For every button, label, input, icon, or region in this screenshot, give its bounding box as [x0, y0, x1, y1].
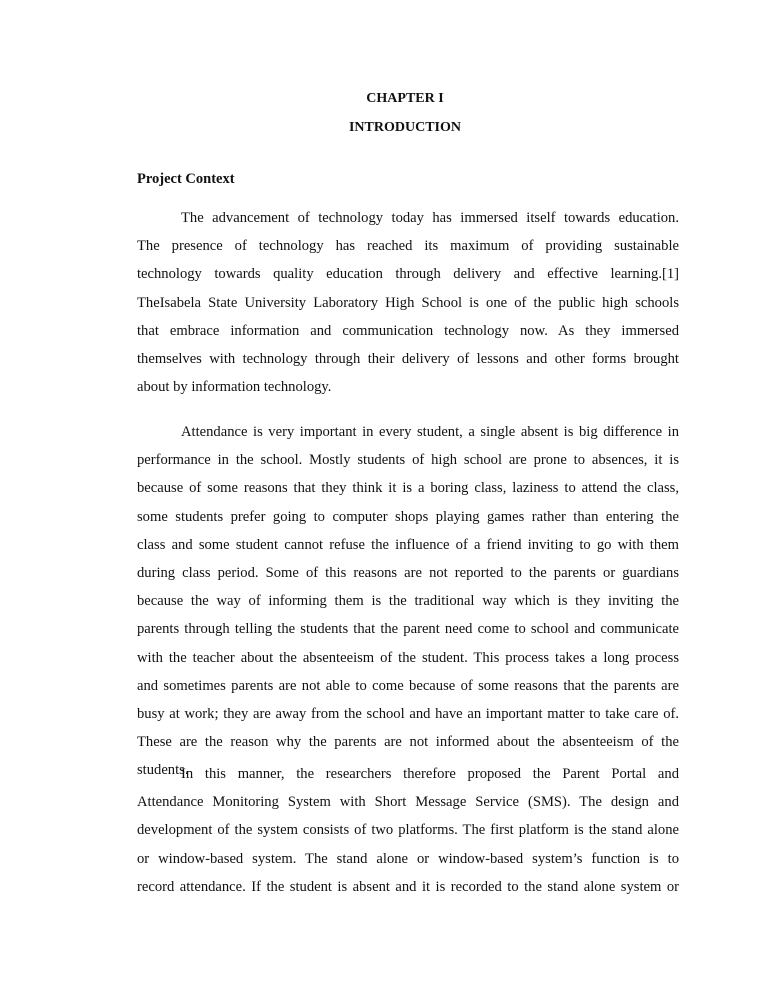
text-line: some students prefer going to computer shops playing games rather than entering the: [137, 508, 679, 525]
text-line: TheIsabela State University Laboratory High School is one of the public high schools: [137, 294, 679, 311]
text-line: because the way of informing them is the traditional way which is they inviting the: [137, 593, 679, 610]
text-line: or window-based system. The stand alone or window-based system’s function is to: [137, 850, 679, 867]
paragraph-3: [137, 760, 679, 901]
text-line: class and some student cannot refuse the influence of a friend inviting to go with them: [137, 536, 679, 553]
paragraph-2: [137, 418, 679, 784]
text-line: with the teacher about the absenteeism of the student. This process takes a long process: [137, 649, 679, 666]
text-line: because of some reasons that they think it is a boring class, laziness to attend the class,: [137, 480, 679, 497]
text-line: that embrace information and communication technology now. As they immersed: [137, 322, 679, 339]
text-line: In this manner, the researchers therefore proposed the Parent Portal and: [181, 766, 679, 782]
paragraph-1: [137, 204, 679, 401]
section-heading: Project Context: [137, 171, 235, 187]
text-line: and sometimes parents are not able to come because of some reasons that the parents are: [137, 677, 679, 694]
text-line: The presence of technology has reached its maximum of providing sustainable: [137, 238, 679, 255]
text-line: during class period. Some of this reasons are not reported to the parents or guardians: [137, 564, 679, 581]
text-line: record attendance. If the student is absent and it is recorded to the stand alone system or: [137, 878, 679, 895]
text-line: These are the reason why the parents are not informed about the absenteeism of the: [137, 734, 679, 751]
text-line: themselves with technology through their delivery of lessons and other forms brought: [137, 350, 679, 367]
text-line: about by information technology.: [137, 379, 332, 396]
text-line: busy at work; they are away from the school and have an important matter to take care of.: [137, 705, 679, 722]
text-line: The advancement of technology today has immersed itself towards education.: [181, 210, 679, 226]
text-line: Attendance Monitoring System with Short Message Service (SMS). The design and: [137, 794, 679, 811]
text-line: technology towards quality education through delivery and effective learning.[1]: [137, 266, 679, 283]
text-line: development of the system consists of two platforms. The first platform is the stand alone: [137, 822, 679, 839]
text-line: Attendance is very important in every student, a single absent is big difference in: [181, 424, 679, 440]
text-line: students.: [137, 762, 189, 779]
text-line: performance in the school. Mostly students of high school are prone to absences, it is: [137, 452, 679, 469]
text-line: parents through telling the students that the parent need come to school and communicate: [137, 621, 679, 638]
chapter-title: INTRODUCTION: [348, 120, 461, 135]
chapter-label: CHAPTER I: [366, 91, 444, 106]
